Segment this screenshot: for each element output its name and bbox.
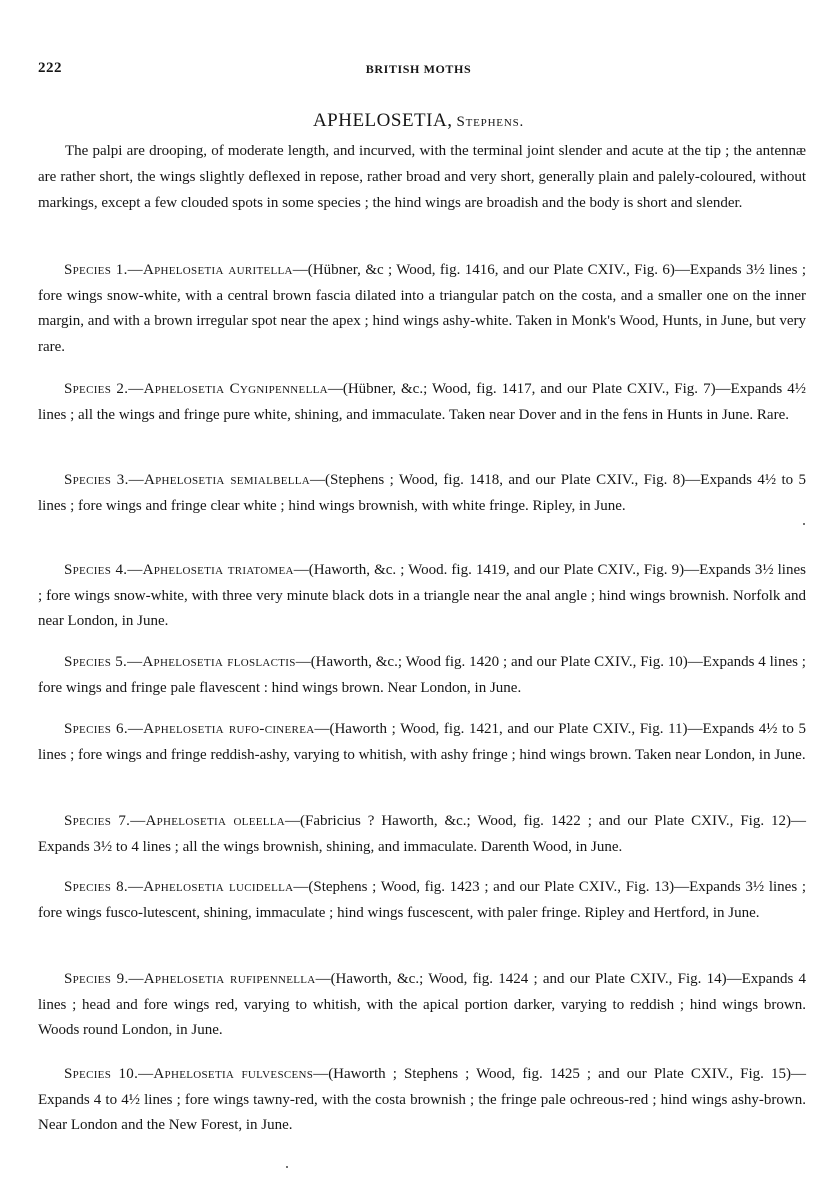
species-entry [38,558,806,635]
paper-speck [803,523,805,525]
species-text: —(Haworth, &c.; Wood, fig. 1424 ; and our Plate CXIV., Fig. 14)—Expands 4 lines ; head and fore wings red, varying to whitish, with the apical portion darker, varying to reddish ; hind wings brown. Woods round London, in June. [38,971,807,1038]
species-label: Species 1. [64,262,128,278]
species-name: —Aphelosetia rufipennella [128,971,316,987]
species-label: Species 5. [64,654,128,670]
species-name: —Aphelosetia auritella [127,262,293,278]
species-name: —Aphelosetia oleella [130,813,286,829]
species-label: Species 4. [64,562,128,578]
species-label: Species 6. [64,721,128,737]
species-name: —Aphelosetia triatomea [127,562,294,578]
species-text: —(Stephens ; Wood, fig. 1423 ; and our Plate CXIV., Fig. 13)—Expands 3½ lines ; fore wings fusco-lutescent, shining, immaculate ; hind wings fuscescent, with paler fringe. Ripley and Hertford, in June. [38,879,806,921]
species-text: —(Haworth, &c. ; Wood. fig. 1419, and our Plate CXIV., Fig. 9)—Expands 3½ lines ; fore wings snow-white, with three very minute black dots in a triangle near the anal angle ; hind wings brownish. Norfolk and near London, in June. [38,562,806,629]
species-label: Species 8. [64,879,128,895]
species-label: Species 7. [64,813,131,829]
species-text: —(Haworth ; Stephens ; Wood, fig. 1425 ; and our Plate CXIV., Fig. 15)—Expands 4 to 4½ lines ; fore wings tawny-red, with the costa brownish ; the fringe pale ochreous-red ; hind wings ashy-brown. Near London and the New Forest, in June. [38,1066,806,1133]
species-entry [38,967,806,1044]
species-entry [38,717,806,768]
species-name: —Aphelosetia Cygnipennella [128,381,328,397]
species-text: —(Haworth ; Wood, fig. 1421, and our Plate CXIV., Fig. 11)—Expands 4½ to 5 lines ; fore wings and fringe reddish-ashy, varying to whitish, with ashy fringe ; hind wings brown. Taken near London, in June. [38,721,806,763]
species-name: —Aphelosetia floslactis [127,654,296,670]
species-entry [38,377,806,428]
species-name: —Aphelosetia semialbella [128,472,311,488]
species-label: Species 2. [64,381,129,397]
species-entry [38,650,806,701]
species-label: Species 3. [64,472,129,488]
running-head: BRITISH MOTHS [365,62,472,76]
species-name: —Aphelosetia lucidella [127,879,294,895]
species-text: —(Fabricius ? Haworth, &c.; Wood, fig. 1422 ; and our Plate CXIV., Fig. 12)—Expands 3½ to 4 lines ; all the wings brownish, shining, and immaculate. Darenth Wood, in June. [38,813,806,855]
species-text: —(Haworth, &c.; Wood fig. 1420 ; and our Plate CXIV., Fig. 10)—Expands 4 lines ; fore wings and fringe pale flavescent : hind wings brown. Near London, in June. [38,654,806,696]
paper-speck [286,1166,288,1168]
species-entry [38,809,806,860]
page-number: 222 [38,60,62,76]
genus-heading [0,110,837,132]
genus-description: The palpi are drooping, of moderate length, and incurved, with the terminal joint slender and acute at the tip ; the antennæ are rather short, the wings slightly deflexed in repose, rather broad and very short, generally plain and palely-coloured, without markings, except a few clouded spots in some species ; the hind wings are broadish and the body is short and slender. [38,143,806,211]
species-text: —(Hübner, &c.; Wood, fig. 1417, and our Plate CXIV., Fig. 7)—Expands 4½ lines ; all the wings and fringe pure white, shining, and immaculate. Taken near Dover and in the fens in Hunts in June. Rare. [38,381,806,423]
species-name: —Aphelosetia rufo-cinerea [127,721,315,737]
species-name: —Aphelosetia fulvescens [138,1066,314,1082]
species-entry [38,875,806,926]
species-entry [38,468,806,519]
species-text: —(Stephens ; Wood, fig. 1418, and our Plate CXIV., Fig. 8)—Expands 4½ to 5 lines ; fore wings and fringe clear white ; hind wings brownish, with white fringe. Ripley, in June. [38,472,806,514]
species-entry [38,1062,806,1139]
species-label: Species 10. [64,1066,139,1082]
species-entry [38,258,806,360]
species-label: Species 9. [64,971,129,987]
species-text: —(Hübner, &c ; Wood, fig. 1416, and our Plate CXIV., Fig. 6)—Expands 3½ lines ; fore wings snow-white, with a central brown fascia dilated into a triangular patch on the costa, and a smaller one on the inner margin, and with a brown irregular spot near the apex ; hind wings ashy-white. Taken in Monk's Wood, Hunts, in June, but very rare. [38,262,806,355]
genus-author: Stephens. [456,114,525,130]
genus-name: APHELOSETIA, [312,110,453,131]
